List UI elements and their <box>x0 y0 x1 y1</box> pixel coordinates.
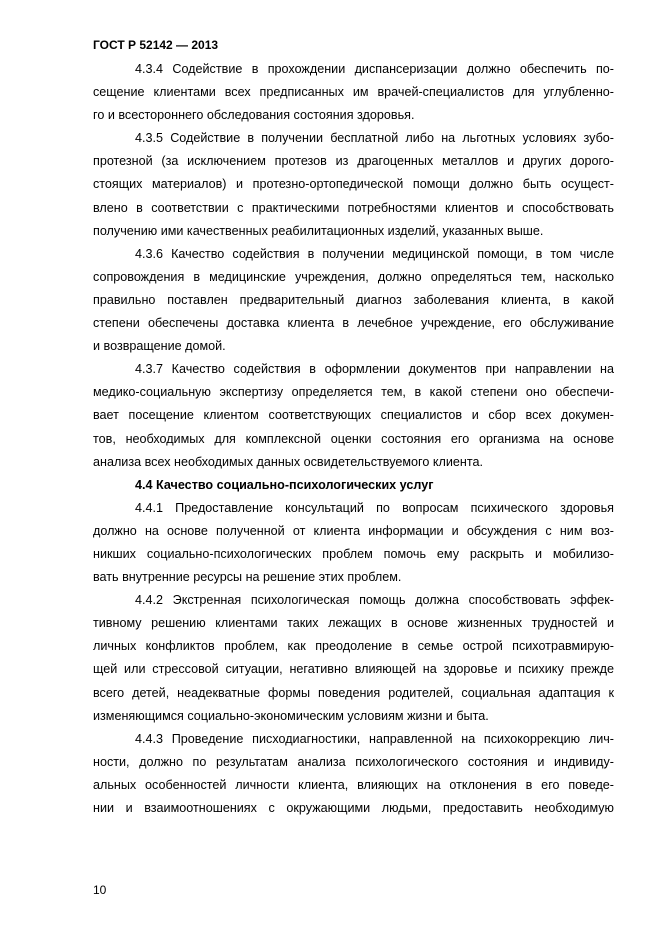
text-line: 4.3.4 Содействие в прохождении диспансеризации должно обеспечить по- <box>135 62 614 76</box>
text-line: стоящих материалов) и протезно-ортопедической помощи должно быть осущест- <box>93 177 614 192</box>
text-line: медико-социальную экспертизу определяется тем, в какой степени оно обеспечи- <box>93 385 614 400</box>
text-line: изменяющимся социально-экономическим условиям жизни и быта. <box>93 708 489 723</box>
section-heading: 4.4 Качество социально-психологических услуг <box>135 477 434 492</box>
document-header: ГОСТ Р 52142 — 2013 <box>93 38 219 52</box>
text-line: личных конфликтов проблем, как преодоление в семье острой психотравмирую- <box>93 639 614 654</box>
document-body <box>93 58 614 820</box>
text-line: сещение клиентами всех предписанных им врачей-специалистов для углубленно- <box>93 85 614 100</box>
text-line: альных особенностей личности клиента, влияющих на отклонения в его поведе- <box>93 777 614 792</box>
text-line: вает посещение клиентом соответствующих специалистов и сбор всех докумен- <box>93 408 614 423</box>
text-line: должно на основе полученной от клиента информации и обсуждения с ним воз- <box>93 523 614 538</box>
paragraph-4-4-1 <box>93 497 614 589</box>
page-number: 10 <box>93 883 107 897</box>
text-line: тов, необходимых для комплексной оценки состояния его организма на основе <box>93 431 614 446</box>
text-line: степени обеспечены доставка клиента в лечебное учреждение, его обслуживание <box>93 316 614 331</box>
text-line: получению ими качественных реабилитационных изделий, указанных выше. <box>93 223 544 238</box>
text-line: го и всестороннего обследования состояния здоровья. <box>93 108 415 123</box>
paragraph-4-3-5 <box>93 127 614 242</box>
text-line: 4.4.2 Экстренная психологическая помощь должна способствовать эффек- <box>135 593 614 608</box>
paragraph-4-4-3 <box>93 728 614 820</box>
text-line: 4.4.1 Предоставление консультаций по вопросам психического здоровья <box>135 500 614 515</box>
text-line: сопровождения в медицинские учреждения, должно определяться тем, насколько <box>93 269 614 284</box>
text-line: тивному решению клиентами таких лежащих в основе жизненных трудностей и <box>93 616 614 631</box>
paragraph-4-3-6 <box>93 243 614 358</box>
text-line: и возвращение домой. <box>93 339 226 354</box>
text-line: 4.3.6 Качество содействия в получении медицинской помощи, в том числе <box>135 246 614 261</box>
text-line: вать внутренние ресурсы на решение этих проблем. <box>93 570 402 585</box>
text-line: ности, должно по результатам анализа психологического состояния и индивиду- <box>93 754 614 769</box>
text-line: никших социально-психологических проблем помочь ему раскрыть и мобилизо- <box>93 546 614 561</box>
text-line: влено в соответствии с практическими потребностями клиентов и способствовать <box>93 200 614 215</box>
paragraph-4-3-7 <box>93 358 614 473</box>
paragraph-4-4-2 <box>93 589 614 728</box>
text-line: 4.4.3 Проведение писходиагностики, направленной на психокоррекцию лич- <box>135 731 614 746</box>
text-line: всего детей, неадекватные формы поведения родителей, социальная адаптация к <box>93 685 614 700</box>
text-line: правильно поставлен предварительный диагноз заболевания клиента, в какой <box>93 292 614 307</box>
paragraph-4-3-4 <box>93 58 614 127</box>
text-line: щей или стрессовой ситуации, негативно влияющей на здоровье и психику прежде <box>93 662 614 677</box>
text-line: нии и взаимоотношениях с окружающими людьми, предоставить необходимую <box>93 801 614 815</box>
text-line: 4.3.7 Качество содействия в оформлении документов при направлении на <box>135 362 614 377</box>
text-line: 4.3.5 Содействие в получении бесплатной либо на льготных условиях зубо- <box>135 131 614 146</box>
text-line: анализа всех необходимых данных освидетельствуемого клиента. <box>93 454 483 469</box>
text-line: протезной (за исключением протезов из драгоценных металлов и других дорого- <box>93 154 614 169</box>
